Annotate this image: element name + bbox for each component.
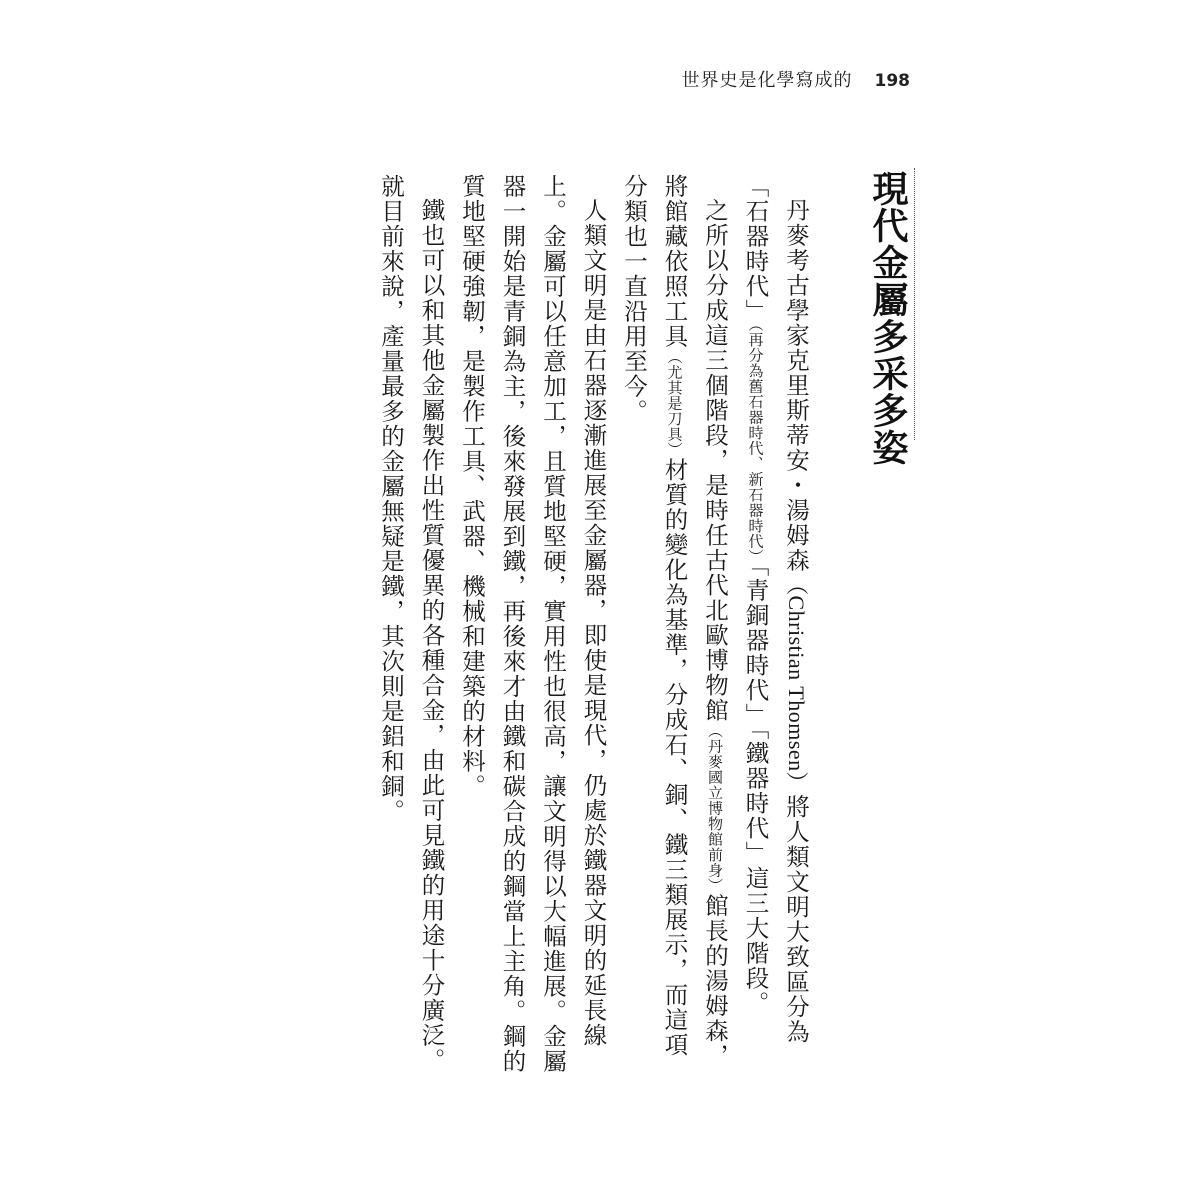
text-run: 人類文明是由石器逐漸進展至金屬器，即使是現代，仍處於鐵器文明的延長線上。金屬可以任意加工，且質地堅硬，實用性也很高，讓文明得以大幅進展。金屬器一開始是青銅為主，後來發展到鐵，再後來才由鐵和碳合成的鋼當上主角。鋼的質地堅硬強韌，是製作工具、武器、機械和建築的材料。	[458, 174, 608, 1074]
title-dotted-rule	[914, 168, 915, 440]
text-run: 丹麥考古學家克里斯蒂安・湯姆森	[782, 197, 810, 573]
section-title: 現代金屬多采多姿	[867, 170, 908, 466]
paragraph	[371, 174, 452, 1074]
paragraph	[614, 174, 736, 1074]
inline-note: （尤其是刀具）	[665, 349, 684, 458]
running-header	[682, 66, 911, 92]
inline-note: （再分為舊石器時代、新石器時代）	[746, 324, 765, 565]
inline-note: （丹麥國立博物館前身）	[706, 722, 724, 893]
text-run: 之所以分成這三個階段，是時任古代北歐博物館	[701, 197, 729, 723]
text-run: 鐵也可以和其他金屬製作出性質優異的各種合金，由此可見鐵的用途十分廣泛。就目前來說，產量最多的金屬無疑是鐵，其次則是鋁和銅。	[377, 174, 446, 1073]
text-run: 館長的湯姆森，將館藏依照工具	[660, 174, 729, 1068]
text-run: 材質的變化為基準，分成石、銅、鐵三類展示，而這項分類也一直沿用至今。	[620, 174, 689, 1058]
paragraph	[452, 174, 614, 1074]
text-run: 將人類文明大致區分為「石器時代」	[741, 174, 810, 1044]
page-number: 198	[874, 71, 910, 91]
text-run: 「青銅器時代」「鐵器時代」這三大階段。	[741, 564, 770, 1016]
body-text	[371, 174, 817, 1074]
latin-name: （Christian Thomsen）	[784, 572, 809, 794]
book-title: 世界史是化學寫成的	[681, 70, 853, 91]
paragraph	[735, 174, 816, 1074]
